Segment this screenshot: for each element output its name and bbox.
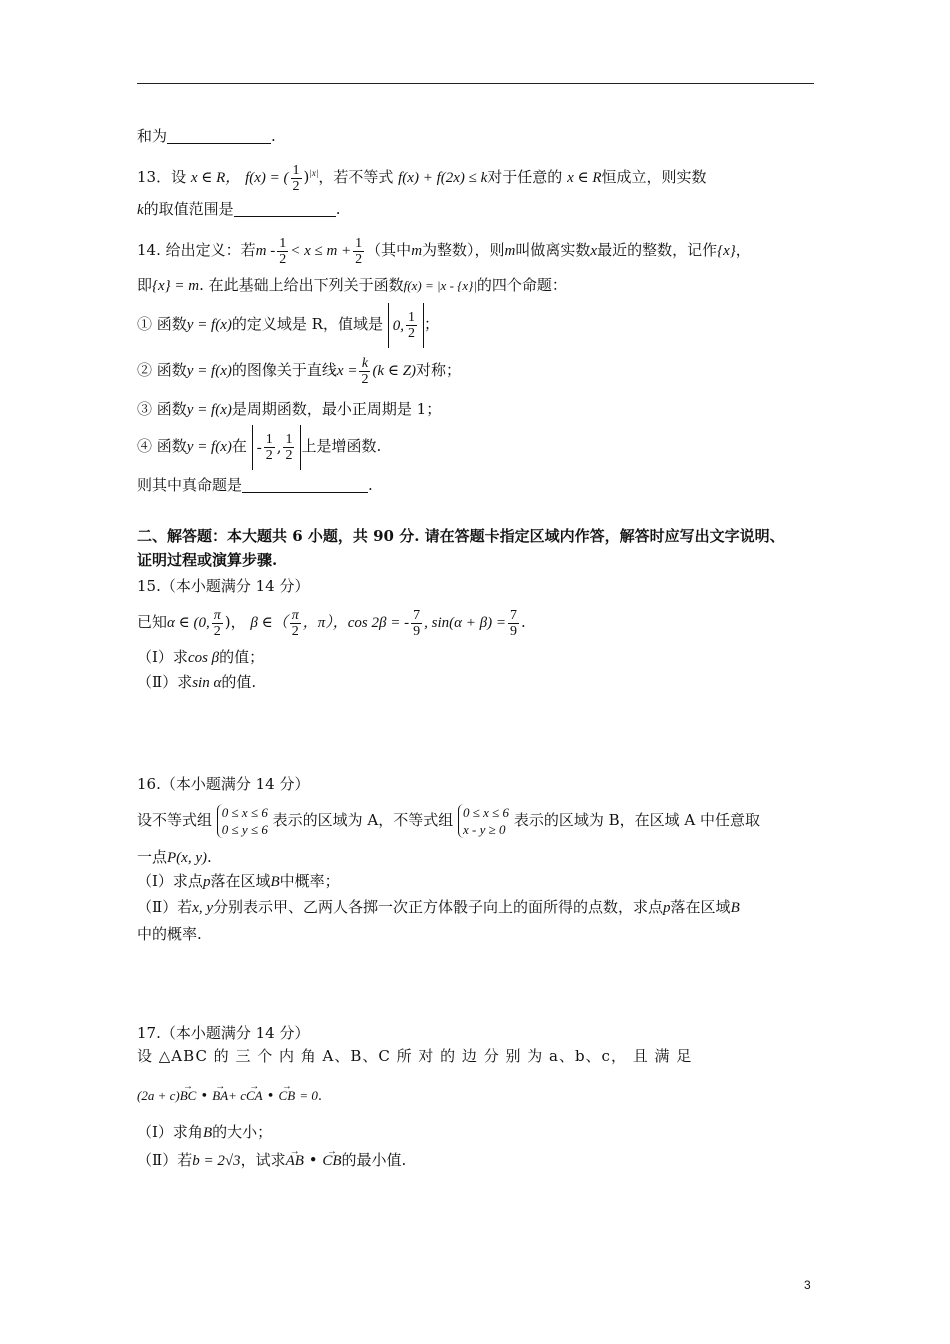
q14-line1: 14. 给出定义：若m - $\frac{1}{2}$ < x ≤ m + $\frac{1}{2}$ （其中m为整数），则m叫做离实数x最近的整数，记作{x}， [137, 235, 751, 267]
q14-line2: 即{x} = m. 在此基础上给出下列关于函数f(x) = |x - {x}|的四个命题： [137, 276, 567, 294]
answer-blank [167, 127, 271, 144]
answer-blank [242, 476, 368, 493]
q13-line2: k的取值范围是 . [137, 200, 341, 218]
q12-tail: 和为 . [137, 127, 276, 145]
interval-bracket: - $\frac{1}{2}$ , $\frac{1}{2}$ [252, 425, 302, 470]
q14-prop2: ② 函数y = f(x)的图像关于直线x = $\frac{k}{2}$ (k ∈ Z)对称； [137, 355, 462, 387]
q17-given: 设 △ABC 的 三 个 内 角 A、B、C 所 对 的 边 分 别 为 a、b、c， 且 满 足 [137, 1047, 693, 1065]
q17-head: 17.（本小题满分 14 分） [137, 1024, 310, 1042]
q15-head: 15.（本小题满分 14 分） [137, 577, 310, 595]
q16-part1: （Ⅰ）求点p落在区域B中概率； [137, 872, 340, 890]
q16-head: 16.（本小题满分 14 分） [137, 775, 310, 793]
q13-line1: 13．设 x ∈ R， f(x) = ( $\frac{1}{2}$ )$^{|x|}$，若不等式 f(x) + f(2x) ≤ k对于任意的 x ∈ R恒成立，则实数 [137, 162, 707, 194]
answer-blank [234, 200, 336, 217]
q17-equation: (2a + c)→ BC • → BA+ c→ CA • → CB = 0. [137, 1085, 322, 1108]
q16-given: 设不等式组 0 ≤ x ≤ 6 0 ≤ y ≤ 6 表示的区域为 A，不等式组 0 ≤ x ≤ 6 x - y ≥ 0 表示的区域为 B，在区域 A 中任意取 [137, 805, 761, 837]
q14-prop4: ④ 函数y = f(x)在 - $\frac{1}{2}$ , $\frac{1}{2}$ 上是增函数. [137, 424, 381, 470]
section-heading-2: 证明过程或演算步骤. [137, 551, 278, 569]
q17-part1: （Ⅰ）求角B的大小； [137, 1123, 273, 1141]
interval-bracket: 0, $\frac{1}{2}$ [388, 303, 424, 348]
q16-part2: （Ⅱ）若x, y分别表示甲、乙两人各掷一次正方体骰子向上的面所得的点数，求点p落在区域B [137, 898, 740, 916]
q14-prop3: ③ 函数y = f(x)是周期函数，最小正周期是 1； [137, 400, 442, 418]
q17-part2: （Ⅱ）若b = 2√3，试求→ AB • → CB的最小值. [137, 1149, 406, 1172]
page-number: 3 [804, 1278, 811, 1292]
q14-answer: 则其中真命题是 . [137, 476, 373, 494]
inequality-system-b: 0 ≤ x ≤ 6 x - y ≥ 0 [458, 804, 509, 838]
fraction-half: $\frac{1}{2}$ [279, 235, 287, 267]
fraction-half: $\frac{1}{2}$ [292, 162, 300, 194]
section-heading: 二、解答题：本大题共 6 小题，共 90 分. 请在答题卡指定区域内作答，解答时应写出文字说明、 [137, 527, 785, 545]
q16-point: 一点P(x, y). [137, 848, 212, 866]
fraction-half: $\frac{1}{2}$ [355, 235, 363, 267]
inequality-system-a: 0 ≤ x ≤ 6 0 ≤ y ≤ 6 [217, 804, 268, 838]
q15-part2: （Ⅱ）求sin α的值. [137, 673, 257, 691]
q15-part1: （Ⅰ）求cos β的值； [137, 648, 265, 666]
q14-prop1: ① 函数y = f(x)的定义域是 R，值域是 0, $\frac{1}{2}$ ； [137, 302, 439, 348]
header-rule [137, 83, 814, 84]
q16-part2-cont: 中的概率. [137, 925, 202, 943]
q15-given: 已知α ∈ (0, $\frac{\pi}{2}$ )， β ∈（ $\frac{\pi}{2}$ ，π），cos 2β = - $\frac{7}{9}$ , sin(α + β) = $\frac{7}{9}$ . [137, 607, 526, 639]
